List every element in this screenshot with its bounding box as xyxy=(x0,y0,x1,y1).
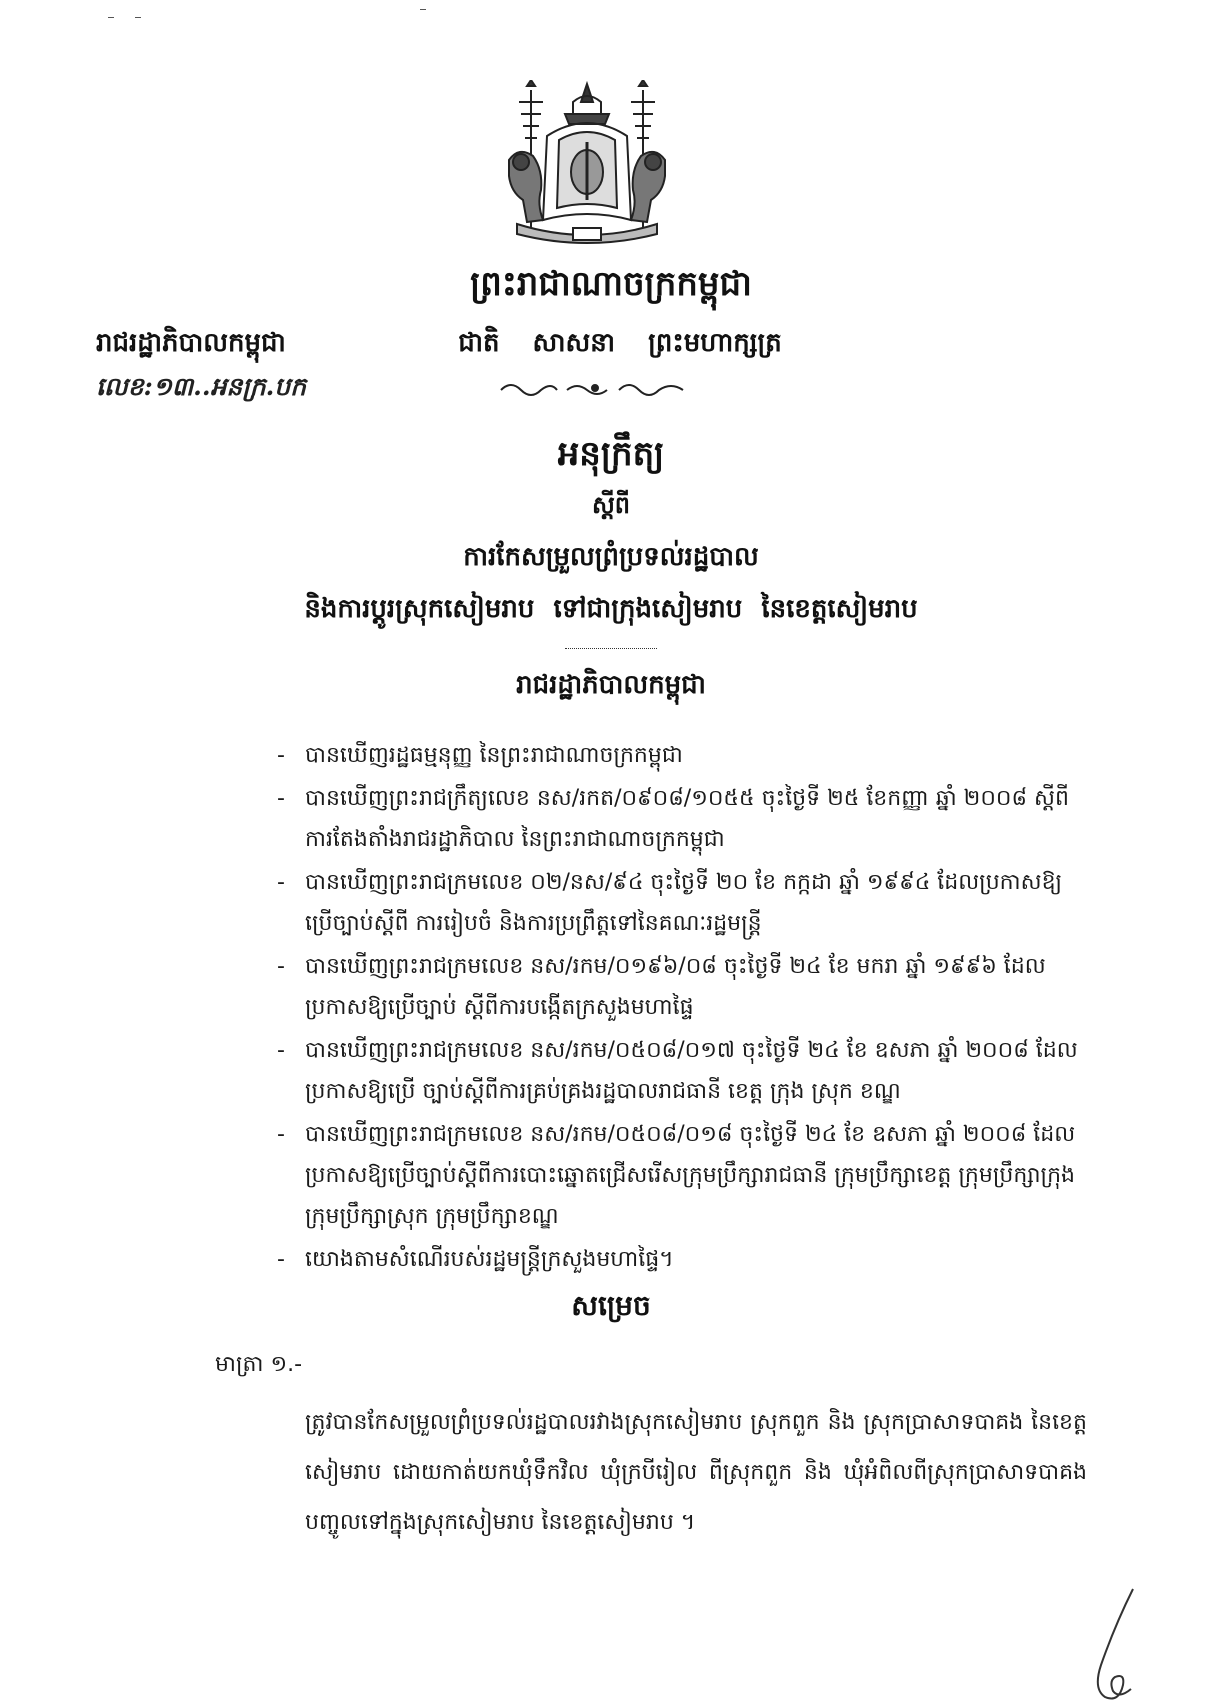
decision-heading: សម្រេច xyxy=(571,1289,651,1322)
preamble-item: - បានឃើញព្រះរាជក្រមលេខ ០២/នស/៩៤ ចុះថ្ងៃទី ២០ ខែ កក្កដា ឆ្នាំ ១៩៩៤ ដែលប្រកាសឱ្យប្រើច្បាប់ស្តីពី ការរៀបចំ និងការប្រព្រឹត្តទៅនៃគណៈរដ្ឋមន្ត្រី xyxy=(277,862,1087,944)
article-label: មាត្រា ១.- xyxy=(215,1352,303,1377)
preamble-item: - បានឃើញព្រះរាជក្រមលេខ នស/រកម/០១៩៦/០៨ ចុះថ្ងៃទី ២៤ ខែ មករា ឆ្នាំ ១៩៩៦ ដែលប្រកាសឱ្យប្រើច្បាប់ ស្តីពីការបង្កើតក្រសួងមហាផ្ទៃ xyxy=(277,946,1087,1028)
document-type: អនុក្រឹត្យ xyxy=(557,434,665,474)
preamble-item: - បានឃើញរដ្ឋធម្មនុញ្ញ នៃព្រះរាជាណាចក្រកម្ពុជា xyxy=(277,735,1087,776)
royal-coat-of-arms-emblem xyxy=(503,80,671,246)
scan-speck xyxy=(420,9,426,10)
initial-signature xyxy=(1075,1585,1145,1705)
preamble-list xyxy=(277,735,1087,1282)
scan-speck xyxy=(135,17,141,18)
preamble-item: - បានឃើញព្រះរាជក្រមលេខ នស/រកម/០៥០៨/០១៧ ចុះថ្ងៃទី ២៤ ខែ ឧសភា ឆ្នាំ ២០០៨ ដែលប្រកាសឱ្យប្រើ ច្បាប់ស្តីពីការគ្រប់គ្រងរដ្ឋបាលរាជធានី ខេត្ត ក្រុង ស្រុក ខណ្ឌ xyxy=(277,1030,1087,1112)
subject-prefix: ស្តីពី xyxy=(591,490,631,519)
kingdom-heading: ព្រះរាជាណាចក្រកម្ពុជា xyxy=(470,264,752,304)
article-body: ត្រូវបានកែសម្រួលព្រំប្រទល់រដ្ឋបាលរវាងស្រុកសៀមរាប ស្រុកពួក និង ស្រុកប្រាសាទបាគង នៃខេត្តសៀមរាប ដោយកាត់យកឃុំទឹកវិល ឃុំក្របីរៀល ពីស្រុកពួក និង ឃុំអំពិលពីស្រុកប្រាសាទបាគង បញ្ចូលទៅក្នុងស្រុកសៀមរាប នៃខេត្តសៀមរាប ។ xyxy=(305,1410,1087,1535)
preamble-item: - បានឃើញព្រះរាជក្រឹត្យលេខ នស/រកត/០៩០៨/១០៥៥ ចុះថ្ងៃទី ២៥ ខែកញ្ញា ឆ្នាំ ២០០៨ ស្តីពីការតែងតាំងរាជរដ្ឋាភិបាល នៃព្រះរាជាណាចក្រកម្ពុជា xyxy=(277,778,1087,860)
national-motto: ជាតិ សាសនា ព្រះមហាក្សត្រ xyxy=(458,328,782,358)
preamble-item: - បានឃើញព្រះរាជក្រមលេខ នស/រកម/០៥០៨/០១៨ ចុះថ្ងៃទី ២៤ ខែ ឧសភា ឆ្នាំ ២០០៨ ដែលប្រកាសឱ្យប្រើច្បាប់ស្តីពីការបោះឆ្នោតជ្រើសរើសក្រុមប្រឹក្សារាជធានី ក្រុមប្រឹក្សាខេត្ត ក្រុមប្រឹក្សាក្រុង ក្រុមប្រឹក្សាស្រុក ក្រុមប្រឹក្សាខណ្ឌ xyxy=(277,1114,1087,1237)
dotted-divider xyxy=(565,648,657,649)
preamble-item: - យោងតាមសំណើរបស់រដ្ឋមន្ត្រីក្រសួងមហាផ្ទៃ។ xyxy=(277,1239,1087,1280)
subject-line-2: និងការប្តូរស្រុកសៀមរាប ទៅជាក្រុងសៀមរាប នៃខេត្តសៀមរាប xyxy=(304,594,918,624)
scan-speck xyxy=(108,17,114,18)
government-heading: រាជរដ្ឋាភិបាលកម្ពុជា xyxy=(516,670,706,700)
ornament-divider xyxy=(495,378,695,400)
issuing-government: រាជរដ្ឋាភិបាលកម្ពុជា xyxy=(96,328,286,358)
reference-number: លេខ:១៣..អនក្រ.បក xyxy=(96,372,307,401)
subject-line-1: ការកែសម្រួលព្រំប្រទល់រដ្ឋបាល xyxy=(463,542,759,572)
